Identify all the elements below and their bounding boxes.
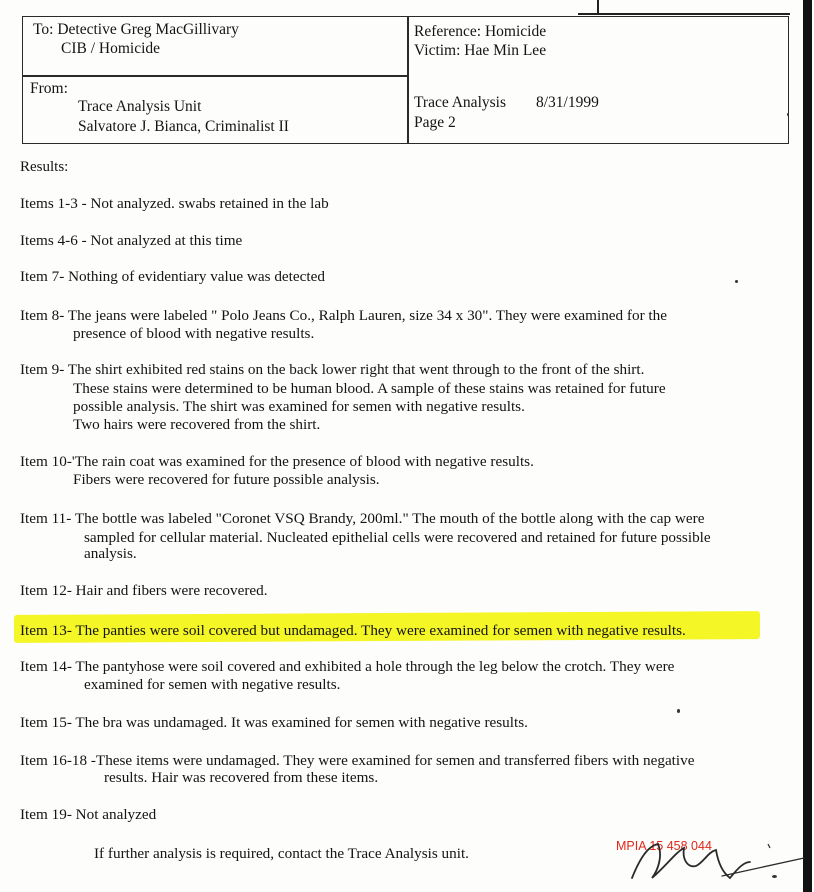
- report-date: 8/31/1999: [536, 94, 599, 111]
- item-11: Item 11- The bottle was labeled "Coronet VSQ Brandy, 200ml." The mouth of the bottle along with the cap were: [20, 510, 705, 527]
- signature: [618, 838, 808, 888]
- from-label: From:: [30, 80, 68, 97]
- item-8: Item 8- The jeans were labeled " Polo Jeans Co., Ralph Lauren, size 34 x 30". They were examined for the: [20, 307, 667, 324]
- scan-top-rule: [578, 13, 790, 15]
- item-10-line-2: Fibers were recovered for future possible analysis.: [73, 471, 380, 488]
- item-12: Item 12- Hair and fibers were recovered.: [20, 582, 268, 599]
- item-7: Item 7- Nothing of evidentiary value was detected: [20, 268, 325, 285]
- item-9-line-3: possible analysis. The shirt was examined for semen with negative results.: [73, 398, 525, 415]
- item-4-6: Items 4-6 - Not analyzed at this time: [20, 232, 243, 249]
- scan-border: [803, 0, 812, 892]
- item-19: Item 19- Not analyzed: [20, 806, 157, 823]
- scan-speck: [787, 113, 789, 116]
- header-divider-horizontal: [23, 75, 407, 77]
- item-9: Item 9- The shirt exhibited red stains on the back lower right that went through to the front of the shirt.: [20, 361, 645, 378]
- item-14-line-2: examined for semen with negative results.: [84, 676, 341, 693]
- scan-speck: [735, 280, 738, 283]
- item-15: Item 15- The bra was undamaged. It was examined for semen with negative results.: [20, 714, 528, 731]
- item-11-line-3: analysis.: [84, 545, 137, 562]
- header-divider-vertical: [407, 17, 409, 143]
- memo-header: [22, 16, 789, 144]
- from-criminalist: Salvatore J. Bianca, Criminalist II: [78, 118, 289, 135]
- victim: Victim: Hae Min Lee: [414, 42, 547, 59]
- item-14: Item 14- The pantyhose were soil covered and exhibited a hole through the leg below the crotch. They were: [20, 658, 675, 675]
- from-unit: Trace Analysis Unit: [78, 98, 202, 115]
- item-13: Item 13- The panties were soil covered but undamaged. They were examined for semen with negative results.: [20, 622, 686, 639]
- item-11-line-2: sampled for cellular material. Nucleated epithelial cells were recovered and retained for future possible: [84, 529, 711, 546]
- page-number: Page 2: [414, 114, 456, 131]
- item-16-18: Item 16-18 -These items were undamaged. They were examined for semen and transferred fibers with negative: [20, 752, 695, 769]
- item-9-line-4: Two hairs were recovered from the shirt.: [73, 416, 321, 433]
- item-10: Item 10-'The rain coat was examined for the presence of blood with negative results.: [20, 453, 534, 470]
- reference: Reference: Homicide: [414, 23, 547, 40]
- bates-stamp: MPIA 15 458 044: [616, 839, 712, 853]
- to-department: CIB / Homicide: [61, 40, 161, 57]
- item-1-3: Items 1-3 - Not analyzed. swabs retained in the lab: [20, 195, 329, 212]
- to-line: To: Detective Greg MacGillivary: [33, 21, 239, 38]
- item-9-line-2: These stains were determined to be human blood. A sample of these stains was retained for future: [73, 380, 666, 397]
- scan-speck: [772, 875, 777, 878]
- footer-note: If further analysis is required, contact the Trace Analysis unit.: [94, 845, 469, 862]
- results-heading: Results:: [20, 159, 69, 175]
- scan-top-tick: [597, 0, 599, 15]
- report-title: Trace Analysis: [414, 94, 506, 111]
- item-8-line-2: presence of blood with negative results.: [73, 325, 315, 342]
- item-16-18-line-2: results. Hair was recovered from these items.: [104, 769, 379, 786]
- scan-speck: [677, 709, 680, 713]
